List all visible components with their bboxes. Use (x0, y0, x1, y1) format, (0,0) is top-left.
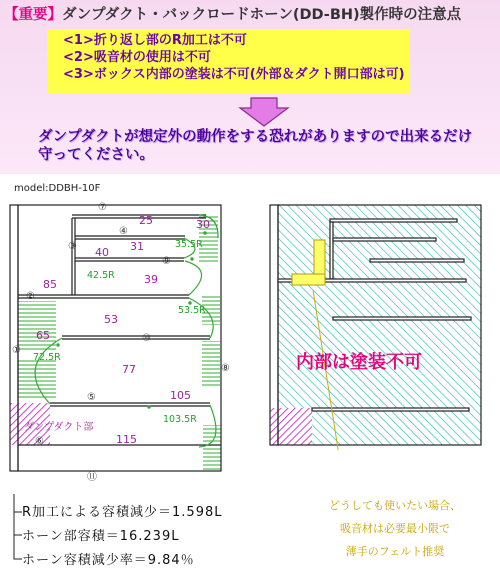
dim-39: 39 (144, 273, 158, 286)
dim-77: 77 (122, 363, 136, 376)
circle-num-7: ⑦ (98, 202, 107, 213)
dim-105: 105 (170, 389, 191, 402)
circle-num-4: ④ (119, 226, 128, 237)
circle-num-2: ② (26, 291, 35, 302)
dim-85: 85 (43, 278, 57, 291)
felt-advice (300, 494, 490, 563)
title-text: ダンプダクト・バックロードホーン(DD-BH)製作時の注意点 (62, 7, 462, 23)
radius-53-5: 53.5R (178, 305, 206, 316)
result-reduction-rate: ホーン容積減少率＝9.84％ (22, 553, 195, 568)
dump-duct-label: ダンプダクト部 (24, 422, 94, 433)
circle-num-6: ⑥ (35, 436, 44, 447)
right-duct-area (270, 408, 312, 445)
left-diagram (0, 195, 250, 485)
dim-31: 31 (130, 240, 144, 253)
title-important: 【重要】 (4, 7, 62, 23)
circle-num-8: ⑧ (221, 363, 230, 374)
radius-35-5: 35.5R (175, 239, 203, 250)
down-arrow-icon (238, 97, 290, 127)
circle-num-5: ⑤ (87, 392, 96, 403)
result-volume-reduction: R加工による容積減少＝1.598L (22, 505, 223, 520)
radius-42-5: 42.5R (87, 270, 115, 281)
circle-num-11: ⑪ (87, 472, 97, 483)
result-horn-volume: ホーン部容積＝16.239L (22, 529, 180, 544)
circle-num-3: ③ (68, 241, 77, 252)
advice-line-1: どうしても使いたい場合、 (329, 499, 461, 512)
model-label: model:DDBH-10F (14, 183, 101, 194)
radius-72-5: 72.5R (33, 352, 61, 363)
note-1: <1>折り返し部のR加工は不可 (63, 33, 247, 48)
notes-box (47, 29, 409, 94)
page-title (4, 3, 461, 24)
dim-115: 115 (116, 433, 137, 446)
circle-num-1: ① (12, 345, 21, 356)
dim-25: 25 (139, 214, 153, 227)
advice-line-2: 吸音材は必要最小限で (340, 522, 450, 535)
circle-num-9: ⑨ (162, 256, 171, 267)
dim-53: 53 (104, 313, 118, 326)
advice-line-3: 薄手のフェルト推奨 (345, 545, 445, 558)
no-paint-label: 内部は塗装不可 (296, 352, 422, 373)
right-diagram (260, 195, 495, 450)
warning-text: ダンプダクトが想定外の動作をする恐れがありますので出来るだけ守ってください。 (38, 129, 473, 163)
dim-40: 40 (95, 246, 109, 259)
header-banner (0, 0, 500, 174)
radius-103-5: 103.5R (163, 414, 197, 425)
dim-65: 65 (36, 329, 50, 342)
note-3: <3>ボックス内部の塗装は不可(外部＆ダクト開口部は可) (63, 67, 405, 82)
dim-30: 30 (196, 218, 210, 231)
note-2: <2>吸音材の使用は不可 (63, 50, 211, 65)
circle-num-10: ⑩ (142, 333, 151, 344)
